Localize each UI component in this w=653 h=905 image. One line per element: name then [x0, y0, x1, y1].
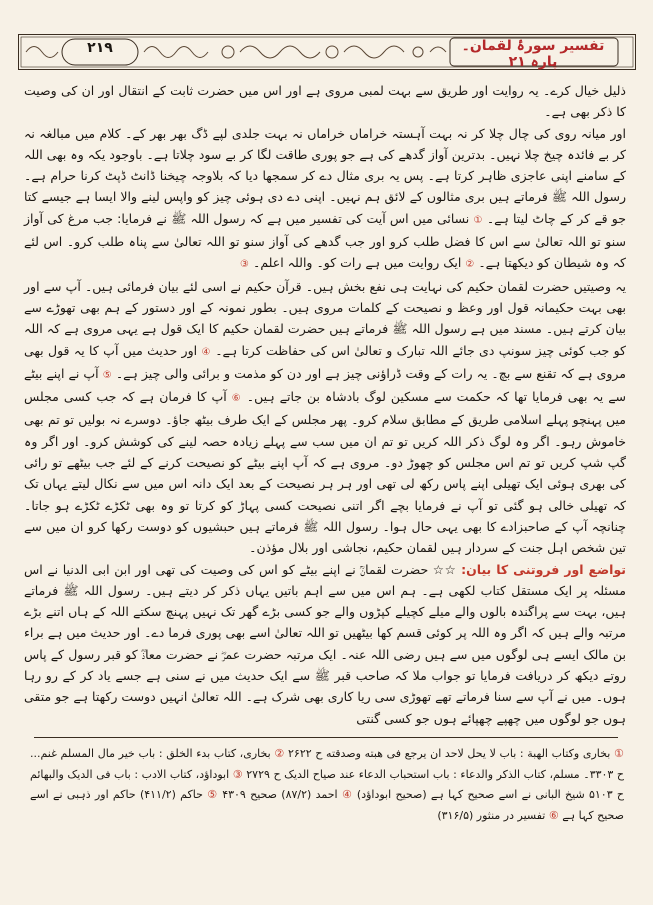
- footnote-text: ابوداؤد، کتاب الادب : باب فی الدیک والبھائم ح ۵۱۰۳ شیخ البانی نے اسے صحیح کہا ہے (صحیح ابوداؤد): [30, 767, 625, 801]
- footnote-text: احمد (۸۷/۲) صحیح ۴۳۰۹: [222, 788, 338, 801]
- footnote-number: ③: [232, 767, 243, 781]
- footnote-block: [30, 744, 624, 826]
- footnote-ref: ①: [473, 214, 483, 226]
- footnote-ref: ②: [465, 259, 475, 271]
- page-number: ۲۱۹: [87, 40, 113, 56]
- paragraph-text: ایک روایت میں ہے رات کو۔ واللہ اعلم۔: [253, 255, 462, 271]
- paragraph-text: نسائی میں اس آیت کی تفسیر میں ہے کہ رسول اللہ ﷺ نے فرمایا: جب مرغ کی آواز سنو تو اللہ تعالیٰ سے اس کا فضل طلب کرو اور جب گدھے کی آواز سنو تو اللہ تعالیٰ سے پناہ طلب کرو۔ اس لئے کہ وہ شیطان کو دیکھتا ہے۔: [24, 210, 626, 271]
- paragraph: [24, 559, 626, 729]
- footnote-number: ①: [613, 747, 624, 760]
- paragraph: [24, 123, 626, 276]
- paragraph-text: یہ وصیتیں حضرت لقمان حکیم کی نہایت ہی نفع بخش ہیں۔ قرآن حکیم نے اسی لئے بیان فرمائی ہیں۔ آپ سے اور بھی بہت حکیمانہ قول اور وعظ و نصیحت کے کلمات مروی ہیں۔ بطور نمونہ کے اور دستور کے ہم بھی تھوڑے سے بیان کرتے ہیں۔ مسند میں ہے رسول اللہ ﷺ فرماتے ہیں حضرت لقمان حکیم کا ایک قول ہے یہی مروی ہے کہ اللہ کو جب کوئی چیز سونپ دی جائے اللہ تبارک و تعالیٰ اس کی حفاظت کرتا ہے۔: [24, 278, 626, 358]
- paragraph-text: ☆☆ حضرت لقمانؒ نے اپنے بیٹے کو اس کی وصیت کی تھی اور ابن ابی الدنیا نے اس مسئلہ پر ایک مستقل کتاب لکھی ہے۔ ہم اس میں سے اہم باتیں یہاں ذکر کر دیتے ہیں۔ رسول اللہ ﷺ فرماتے ہیں، بہت سے پراگندہ بالوں والے میلے کچیلے کپڑوں والے جو کسی بڑے گھر تک نہیں پہنچ سکتے اللہ کے ہاں اتنے بڑے مرتبہ والے ہیں کہ اگر وہ اللہ پر کوئی قسم کھا بیٹھیں تو اللہ تعالیٰ اسے بھی پوری فرما دے۔ اور حدیث میں ہے براء بن مالک ایسے ہی لوگوں میں سے ہیں رضی اللہ عنہ۔ ایک مرتبہ حضرت عمرؓ نے حضرت معاذؓ کو قبر رسول کے پاس روتے دیکھ کر دریافت فرمایا تو جواب ملا کہ صاحب قبر ﷺ سے ایک حدیث میں نے سنی ہے جسے یاد کر کے رو رہا ہوں۔ میں نے آپ سے سنا فرماتے تھے تھوڑی سی ریا کاری بھی شرک ہے۔ اللہ تعالیٰ انہیں دوست رکھتا ہے جو متقی ہوں جو لوگوں میں چھپے چھپائے ہوں جو کسی گنتی: [24, 561, 626, 726]
- main-text: [24, 80, 626, 729]
- footnote-text: بخاری وکتاب الھبة : باب لا یحل لاحد ان یرجع فی ھبته وصدقته ح ۲۶۲۲: [288, 747, 611, 760]
- footnote-text: تفسیر در منثور (۳۱۶/۵): [437, 808, 546, 822]
- footnote-ref: ④: [201, 346, 211, 358]
- header-band: [18, 34, 636, 70]
- section-heading: تواضع اور فروتنی کا بیان:: [461, 561, 626, 577]
- paragraph: [24, 276, 626, 559]
- footnote-number: ②: [274, 747, 285, 760]
- paragraph-text: آپ کا فرمان ہے کہ جب کسی مجلس میں پہنچو پہلے اسلامی طریق کے مطابق سلام کرو۔ پھر مجلس کے ایک طرف بیٹھ جاؤ۔ دوسرے نہ بولیں تو تم بھی خاموش رہو۔ اگر وہ لوگ ذکر اللہ کریں تو تم ان میں سب سے پہلے زیادہ حصہ لینے کی کوشش کرو۔ اور اگر وہ گپ شپ کریں تو تم اس مجلس کو چھوڑ دو۔ مروی ہے کہ آپ اپنے بیٹے کو نصیحت کرنے کے لئے جب بیٹھے تو رائی کی بھری ہوئی ایک تھیلی اپنے پاس رکھ لی تھی اور ہر ہر نصیحت کے بعد ایک دانہ اس میں سے نکال لیتے یہاں تک کہ تھیلی خالی ہو گئی تو آپ نے فرمایا بچے اگر اتنی نصیحت کسی پہاڑ کو کرتا تو وہ بھی ٹکڑے ٹکڑے ہو جاتا۔ چنانچہ آپ کے صاحبزادے کا بھی یہی حال ہوا۔ رسول اللہ ﷺ فرماتے ہیں حبشیوں کو دوست رکھا کرو ان میں سے تین شخص اہل جنت کے سردار ہیں لقمان حکیم، نجاشی اور بلال مؤذن۔: [24, 389, 626, 556]
- paragraph-text: ذلیل خیال کرے۔ یہ روایت اور طریق سے بہت لمبی مروی ہے اور اس میں حضرت ثابت کے انتقال اور ان کی وصیت کا ذکر بھی ہے۔: [24, 83, 626, 120]
- paragraph-text: اور میانہ روی کی چال چلا کر نہ بہت آہستہ خراماں خراماں نہ بہت جلدی لپے ڈگ بھر بھر کے۔ کلام میں مبالغہ نہ کر بے فائدہ چیخ چلا نہیں۔ بدترین آواز گدھے کی ہے جو پوری طاقت لگا کر بے سود چلاتا ہے۔ باوجود یکہ وہ بھی اللہ کے سامنے اپنی عاجزی ظاہر کرتا ہے۔ پس یہ بری مثال دے کر سمجھا دیا کہ بلاوجہ چیخنا ڈانٹ ڈپٹ کرنا حرام ہے۔ رسول اللہ ﷺ فرماتے ہیں بری مثالوں کے لائق ہم نہیں۔ اپنی دے دی ہوئی چیز کو واپس لینے والا ایسا ہے جیسے کتا جو قے کر کے چاٹ لیتا ہے۔: [24, 125, 626, 226]
- footnote-ref: ③: [240, 259, 250, 271]
- footnote-number: ⑤: [207, 788, 218, 801]
- running-title: تفسیر سورۂ لقمان۔ پارہ ۲۱: [461, 38, 605, 70]
- footnote-ref: ⑥: [231, 393, 242, 405]
- footnotes: [30, 744, 624, 826]
- footnote-text: بخاری، کتاب بدء الخلق : باب خیر مال المسلم غنم... ح ۳۳۰۳۔ مسلم، کتاب الذکر والدعاء : باب استحباب الدعاء عند صیاح الدیک ح ۲۷۲۹: [30, 747, 625, 781]
- paragraph: [24, 80, 626, 123]
- footnote-number: ⑥: [548, 808, 559, 822]
- footnote-ref: ⑤: [102, 369, 112, 381]
- footnote-number: ④: [341, 788, 353, 801]
- paragraph-text: آپ نے اپنے بیٹے سے یہ بھی فرمایا تھا کہ حکمت سے مسکین لوگ بادشاہ بن جاتے ہیں۔: [24, 365, 626, 405]
- paragraph-text: اور حدیث میں آپ کا یہ قول بھی مروی ہے کہ تقنع سے بچ۔ یہ رات کے وقت ڈراؤنی چیز ہے اور دن کو مذمت و برائی والی چیز ہے۔: [24, 342, 627, 381]
- footnote-text: حاکم (۴۱۱/۲) حاکم اور ذہبی نے اسے صحیح کہا ہے: [30, 788, 624, 822]
- footnote-separator: [34, 737, 618, 738]
